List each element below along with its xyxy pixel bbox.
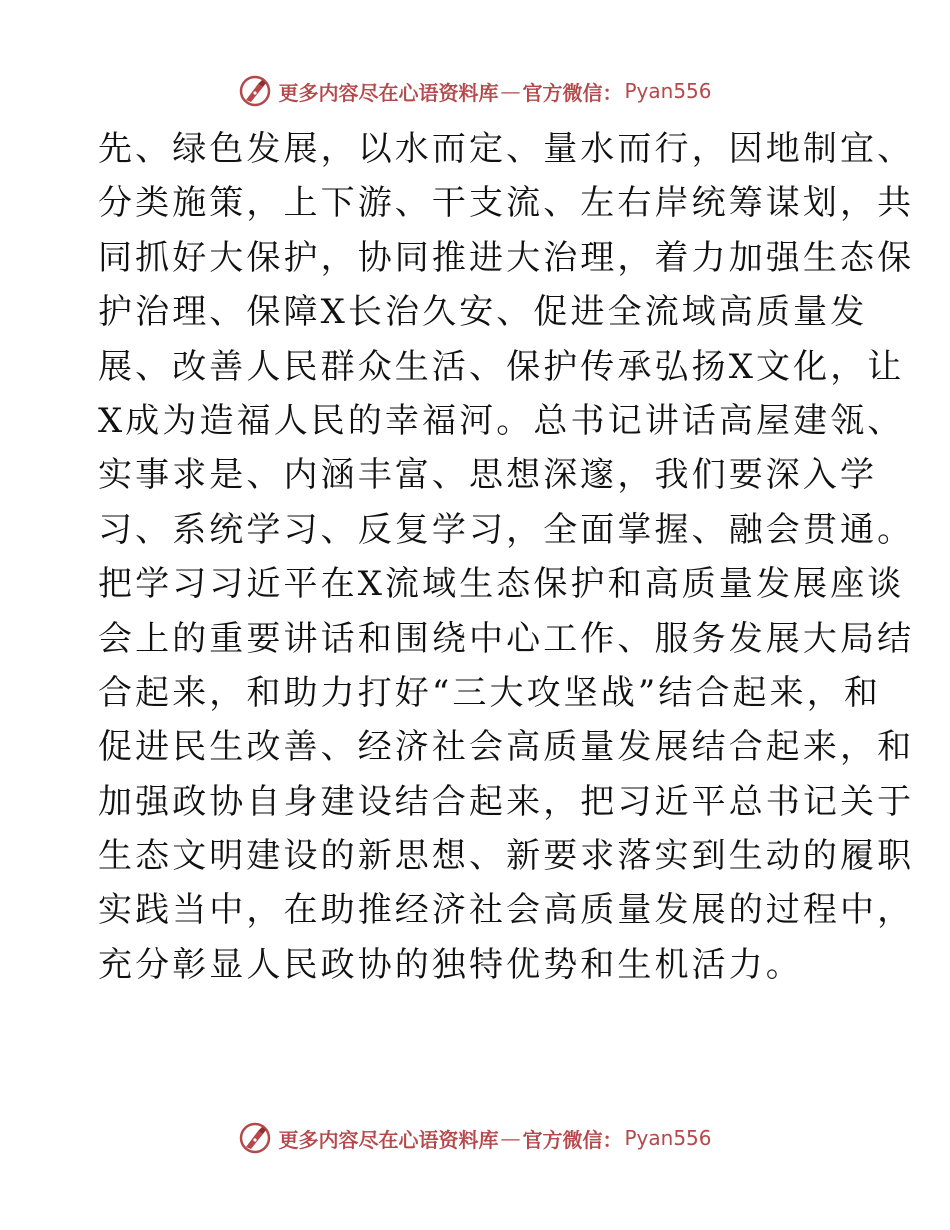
watermark-contact-id: Pyan556 — [624, 1126, 712, 1150]
body-line: 会上的重要讲话和围绕中心工作、服务发展大局结 — [98, 618, 915, 659]
watermark-contact-id: Pyan556 — [624, 79, 712, 103]
body-line: 习、系统学习、反复学习，全面掌握、融会贯通。 — [98, 509, 915, 550]
document-body — [98, 122, 915, 992]
body-line: 展、改善人民群众生活、保护传承弘扬X文化，让 — [98, 346, 905, 387]
body-line: 先、绿色发展，以水而定、量水而行，因地制宜、 — [98, 129, 915, 169]
body-line: 加强政协自身建设结合起来，把习近平总书记关于 — [98, 781, 915, 822]
body-line: 促进民生改善、经济社会高质量发展结合起来，和 — [98, 727, 915, 768]
body-line: 合起来，和助力打好“三大攻坚战”结合起来，和 — [98, 672, 881, 713]
header-watermark — [0, 66, 950, 116]
body-line: 生态文明建设的新思想、新要求落实到生动的履职 — [98, 836, 915, 877]
watermark-separator: — — [500, 79, 521, 103]
body-line: 把学习习近平在X流域生态保护和高质量发展座谈 — [98, 564, 905, 605]
watermark-brand: 更多内容尽在心语资料库 — [278, 1127, 499, 1152]
watermark-separator: — — [500, 1126, 521, 1150]
watermark-contact-label: 官方微信： — [522, 1127, 623, 1152]
pen-nib-icon — [238, 74, 272, 108]
body-line: X成为造福人民的幸福河。总书记讲话高屋建瓴、 — [98, 400, 905, 441]
body-line: 充分彰显人民政协的独特优势和生机活力。 — [98, 944, 803, 985]
watermark-contact-label: 官方微信： — [522, 80, 623, 105]
body-line: 同抓好大保护，协同推进大治理，着力加强生态保 — [98, 237, 915, 278]
pen-nib-icon — [238, 1121, 272, 1155]
body-line: 护治理、保障X长治久安、促进全流域高质量发 — [98, 292, 868, 333]
footer-watermark — [0, 1113, 950, 1163]
body-line: 实事求是、内涵丰富、思想深邃，我们要深入学 — [98, 455, 878, 496]
watermark-brand: 更多内容尽在心语资料库 — [278, 80, 499, 105]
body-line: 分类施策，上下游、干支流、左右岸统筹谋划，共 — [98, 183, 915, 224]
body-line: 实践当中，在助推经济社会高质量发展的过程中， — [98, 890, 915, 931]
